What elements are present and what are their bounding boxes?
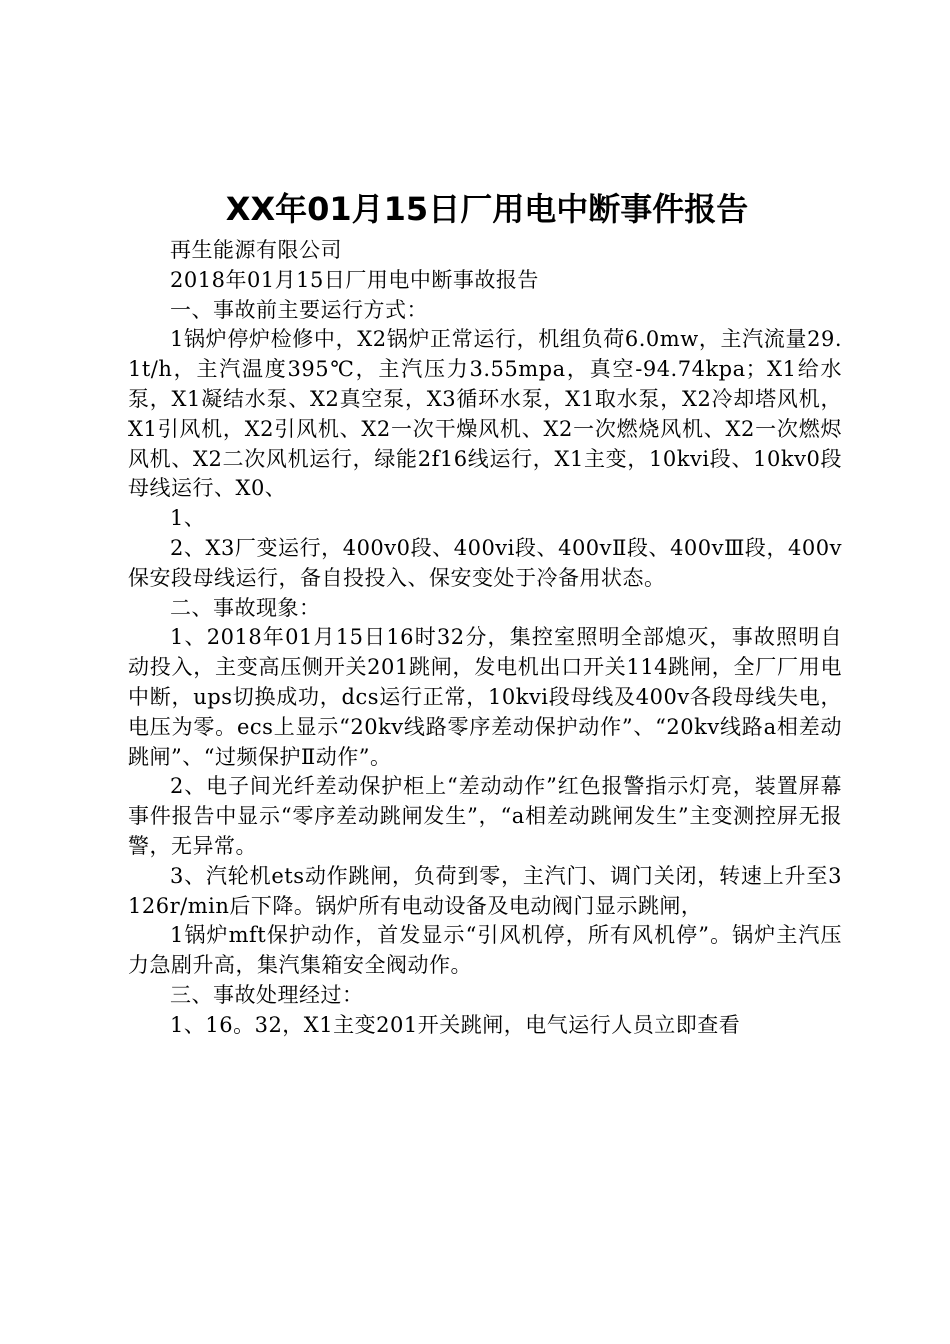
paragraph-operating-mode: 1锅炉停炉检修中，X2锅炉正常运行，机组负荷6.0mw，主汽流量29.1t/h，主汽温度395℃，主汽压力3.55mpa，真空-94.74kpa；X1给水泵，X1凝结水泵、X2真空泵，X3循环水泵，X1取水泵，X2冷却塔风机，X1引风机，X2引风机、X2一次干燥风机、X2一次燃烧风机、X2一次燃烬风机、X2二次风机运行，绿能2f16线运行，X1主变，10kvi段、10kv0段母线运行、X0、 [128, 327, 842, 501]
section-heading-pre-incident: 一、事故前主要运行方式： [170, 297, 428, 322]
section-heading-handling: 三、事故处理经过： [170, 982, 364, 1007]
paragraph-phenomenon-3: 3、汽轮机ets动作跳闸，负荷到零，主汽门、调门关闭，转速上升至3126r/min后下降。锅炉所有电动设备及电动阀门显示跳闸， [128, 863, 842, 918]
company-name: 再生能源有限公司 [170, 238, 342, 262]
paragraph-phenomenon-1: 1、2018年01月15日16时32分，集控室照明全部熄灭，事故照明自动投入，主变高压侧开关201跳闸，发电机出口开关114跳闸，全厂厂用电中断，ups切换成功，dcs运行正常，10kvi段母线及400v各段母线失电，电压为零。ecs上显示“20kv线路零序差动保护动作”、“20kv线路a相差动跳闸”、“过频保护Ⅱ动作”。 [128, 625, 842, 769]
document-page [128, 186, 842, 1041]
paragraph-boiler-mft: 1锅炉mft保护动作，首发显示“引风机停，所有风机停”。锅炉主汽压力急剧升高，集汽集箱安全阀动作。 [128, 923, 842, 978]
paragraph-item-1: 1、 [170, 506, 206, 531]
report-subtitle: 2018年01月15日厂用电中断事故报告 [170, 267, 539, 292]
paragraph-phenomenon-2: 2、电子间光纤差动保护柜上“差动动作”红色报警指示灯亮，装置屏幕事件报告中显示“零序差动跳闸发生”，“a相差动跳闸发生”主变测控屏无报警，无异常。 [128, 774, 842, 858]
paragraph-item-2: 2、X3厂变运行，400v0段、400vi段、400vⅡ段、400vⅢ段，400v保安段母线运行，备自投投入、保安变处于冷备用状态。 [128, 535, 842, 590]
section-heading-phenomena: 二、事故现象： [170, 595, 321, 620]
paragraph-handling-1: 1、16。32，X1主变201开关跳闸，电气运行人员立即查看 [170, 1012, 741, 1037]
document-title: XX年01月15日厂用电中断事件报告 [225, 190, 749, 228]
